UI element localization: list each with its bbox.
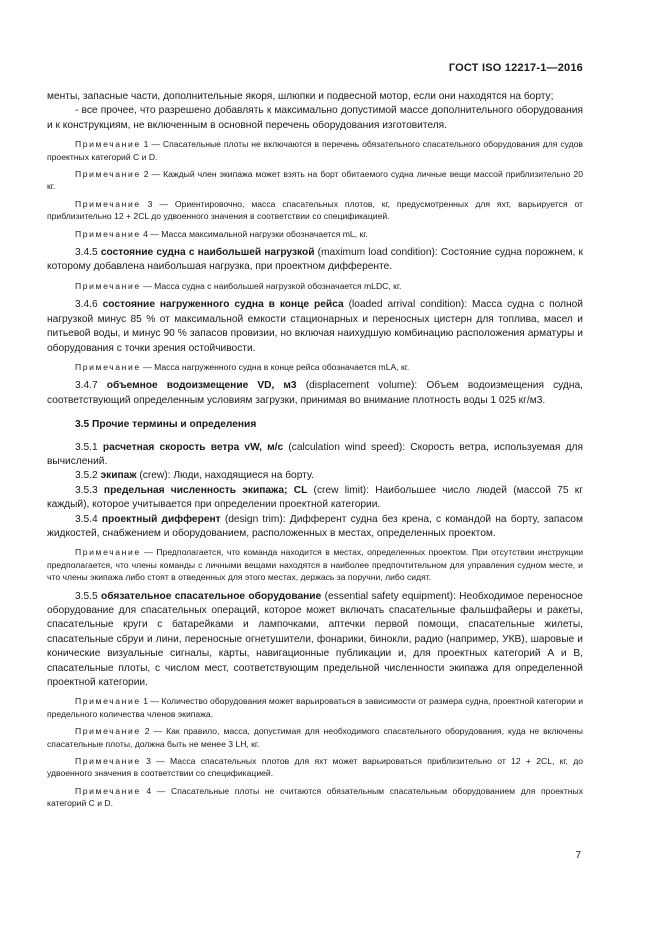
- note-text: — Предполагается, что команда находится в местах, определенных проектом. При отсутствии инструкции предполагается, что члены команды с личными вещами находятся в наиболее предпочтительном для управления судном месте, и что члены экипажа либо стоят в отведенных для этого местах, держась за поручни, либо сидят.: [47, 547, 584, 583]
- term-definition: (calculation wind speed): Скорость ветра, используемая для вычислений.: [47, 441, 583, 467]
- note-3-5-4: [47, 546, 583, 583]
- term-3-4-5: [47, 246, 583, 275]
- term-definition: (loaded arrival condition): Масса судна с полной нагрузкой минус 85 % от максимальной емкости стационарных и переносных цистерн для топлива, масел и питьевой воды, и минус 90 % запасов провизии, но включая наихудшую комбинацию расположения арматуры и оборудования с точки зрения остойчивости.: [47, 299, 583, 354]
- note-label: Примечание: [75, 198, 141, 209]
- note-a2: [47, 168, 583, 193]
- note-a3: [47, 198, 583, 223]
- note-b4: [47, 785, 583, 810]
- note-text: 3 — Масса спасательных плотов для яхт может варьироваться приблизительно от 12 + 2CL, кг, до удвоенного значения в соответствии со спецификацией.: [47, 756, 583, 779]
- term-definition: (essential safety equipment): Необходимое переносное оборудование для спасательных операций, которое может включать спасательные фальшфайеры и ракеты, спасательные круги с батарейками и лампочками, аптечки первой помощи, спасательные жилеты, спасательные сбруи и лини, переносные огнетушители, фонарики, бинокли, радио (например, УКВ), шаровые и конические визуальные сигналы, карты, навигационные публикации и, для проектных категорий А и В, спасательные плоты, с числом мест, соответствующим предельной численности экипажа для определенной проектной категории.: [47, 590, 583, 689]
- term-definition: (design trim): Дифферент судна без крена, с командой на борту, запасом жидкостей, снабжением и оборудованием, расположенных в местах, определенных проектом.: [47, 513, 583, 539]
- term-title: экипаж: [100, 470, 137, 482]
- note-label: Примечание: [75, 696, 141, 707]
- note-label: Примечание: [75, 228, 141, 239]
- note-text: 3 — Ориентировочно, масса спасательных плотов, кг, предусмотренных для яхт, варьируется от приблизительно 12 + 2CL до удвоенного значения в соответствии со спецификацией.: [47, 198, 583, 222]
- note-a4: [47, 228, 583, 240]
- document-body: [47, 90, 583, 811]
- term-number: 3.5.2: [75, 470, 98, 482]
- term-3-5-5: [47, 590, 583, 691]
- term-3-5-2: [47, 469, 583, 483]
- note-text: 2 — Каждый член экипажа может взять на борт обитаемого судна личные вещи массой приблизительно 20 кг.: [47, 169, 583, 192]
- note-label: Примечание: [75, 361, 141, 372]
- document-id-header: ГОСТ ISO 12217-1—2016: [448, 62, 583, 74]
- term-number: 3.4.6: [75, 299, 98, 311]
- term-number: 3.4.7: [75, 380, 98, 392]
- note-label: Примечание: [75, 785, 141, 796]
- term-number: 3.5.3: [75, 484, 98, 496]
- term-title: состояние нагруженного судна в конце рейса: [102, 299, 344, 311]
- note-3-4-5: [47, 280, 583, 292]
- note-label: Примечание: [75, 139, 141, 150]
- term-title: предельная численность экипажа; CL: [103, 484, 308, 496]
- page-number: 7: [575, 850, 581, 861]
- note-text: — Масса судна с наибольшей нагрузкой обозначается mLDC, кг.: [143, 280, 402, 291]
- note-label: Примечание: [75, 726, 141, 737]
- note-a1: [47, 138, 583, 163]
- note-label: Примечание: [75, 280, 141, 291]
- term-definition: (crew limit): Наибольшее число людей (массой 75 кг каждый), которое учитывается при определении проектной категории.: [47, 484, 583, 511]
- note-b2: [47, 725, 583, 750]
- note-3-4-6: [47, 361, 583, 373]
- note-text: 4 — Спасательные плоты не считаются обязательным спасательным оборудованием для проектных категорий С и D.: [47, 785, 584, 809]
- intro-paragraph-1: менты, запасные части, дополнительные якоря, шлюпки и подвесной мотор, если они находятся на борту;: [47, 91, 554, 102]
- intro-paragraph-2: - все прочее, что разрешено добавлять к максимально допустимой массе дополнительного оборудования и к конструкциям, не включенным в основной перечень оборудования изготовителя.: [47, 105, 583, 131]
- term-3-5-1: [47, 441, 583, 470]
- note-text: 2 — Как правило, масса, допустимая для необходимого спасательного оборудования, куда не включены спасательные плоты, должна быть не менее 3 LH, кг.: [47, 726, 583, 749]
- term-number: 3.5.1: [75, 441, 98, 453]
- term-title: объемное водоизмещение VD, м3: [106, 380, 297, 392]
- term-3-5-3: [47, 484, 583, 513]
- term-number: 3.5.5: [75, 590, 98, 602]
- note-b3: [47, 755, 583, 780]
- section-heading-3-5: 3.5 Прочие термины и определения: [75, 419, 257, 431]
- note-text: — Масса нагруженного судна в конце рейса обозначается mLA, кг.: [143, 361, 410, 372]
- term-title: проектный дифферент: [101, 513, 221, 525]
- note-label: Примечание: [75, 547, 141, 558]
- note-label: Примечание: [75, 169, 141, 180]
- note-text: 1 — Спасательные плоты не включаются в перечень обязательного спасательного оборудования для судов проектных категорий С и D.: [47, 139, 583, 162]
- term-3-5-4: [47, 513, 583, 542]
- term-definition: (crew): Люди, находящиеся на борту.: [139, 470, 314, 482]
- note-text: 4 — Масса максимальной нагрузки обозначается mL, кг.: [143, 228, 368, 239]
- term-definition: (displacement volume): Объем водоизмещения судна, соответствующий определенным условиям загрузки, принимая во внимание плотность воды 1 025 кг/м3.: [47, 380, 583, 406]
- term-3-4-7: [47, 379, 583, 408]
- term-definition: (maximum load condition): Состояние судна порожнем, к которому добавлена наибольшая нагрузка, при проектном дифференте.: [47, 247, 583, 273]
- term-title: обязательное спасательное оборудование: [101, 590, 322, 602]
- note-b1: [47, 695, 583, 720]
- term-title: состояние судна с наибольшей нагрузкой: [100, 247, 315, 259]
- term-number: 3.5.4: [75, 513, 98, 525]
- note-label: Примечание: [75, 756, 141, 767]
- term-title: расчетная скорость ветра vW, м/с: [102, 441, 284, 453]
- term-3-4-6: [47, 298, 583, 356]
- note-text: 1 — Количество оборудования может варьироваться в зависимости от размера судна, проектной категории и предельного количества членов экипажа.: [47, 696, 584, 719]
- term-number: 3.4.5: [75, 247, 98, 259]
